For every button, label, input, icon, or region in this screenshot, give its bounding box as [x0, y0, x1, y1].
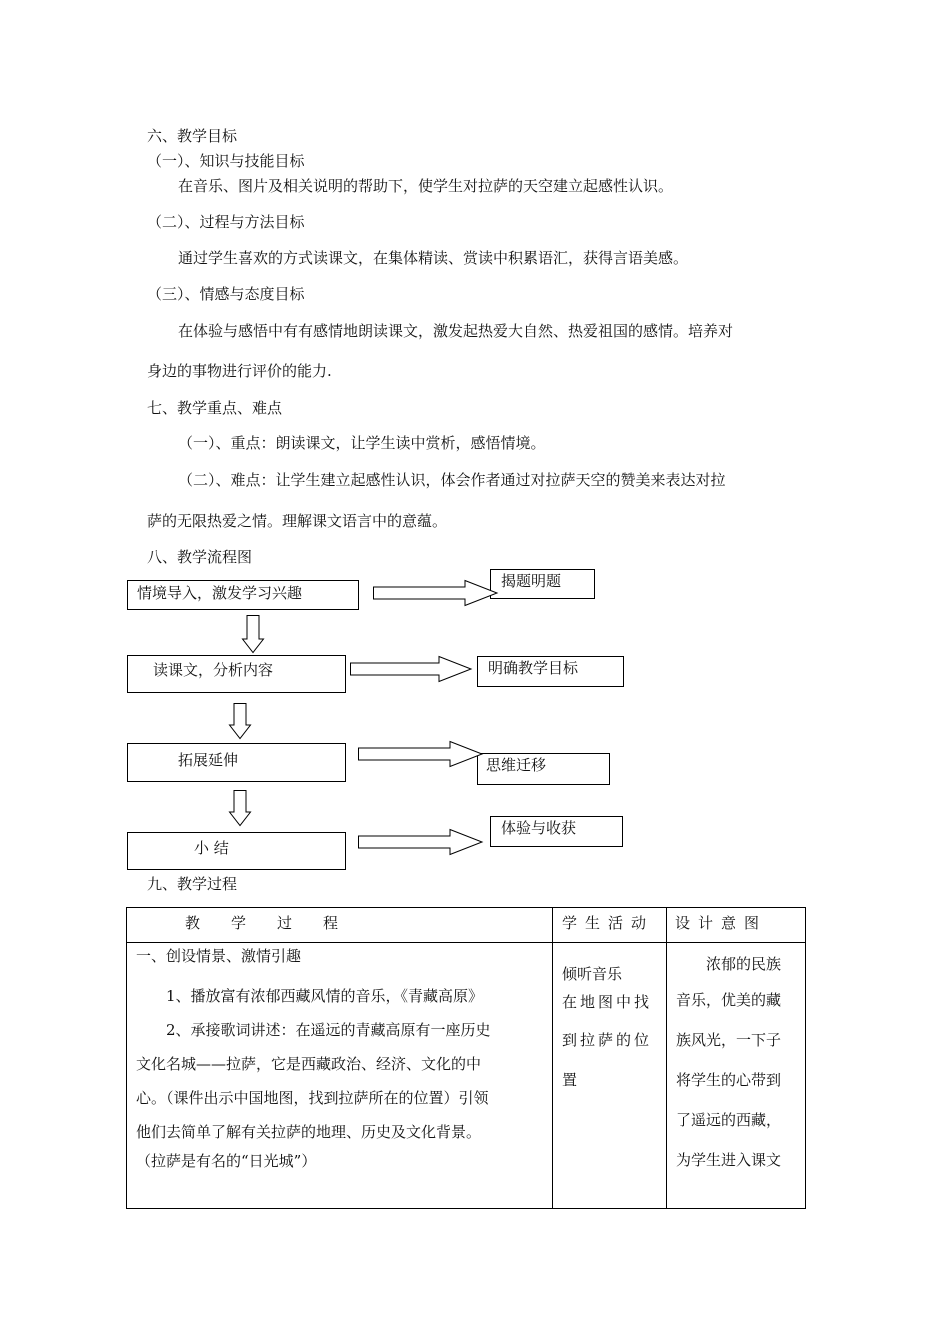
flow-step-2-label: 读课文，分析内容	[153, 661, 274, 679]
right-arrow-icon	[350, 656, 472, 682]
flow-result-1-label: 揭题明题	[501, 572, 562, 590]
table-row	[127, 943, 806, 1209]
section-7-para-2b: 萨的无限热爱之情。理解课文语言中的意蕴。	[147, 512, 448, 530]
intent-line: 将学生的心带到	[676, 1071, 782, 1089]
right-arrow-icon	[373, 580, 498, 606]
intent-line: 浓郁的民族	[676, 955, 782, 973]
flow-step-4	[127, 832, 346, 870]
process-line: 心。（课件出示中国地图，找到拉萨所在的位置）引领	[136, 1089, 489, 1107]
process-line: 一、创设情景、激情引趣	[136, 947, 302, 965]
flow-step-3-label: 拓展延伸	[178, 751, 239, 769]
flow-result-2-label: 明确教学目标	[488, 659, 579, 677]
flow-step-4-label: 小 结	[194, 839, 229, 857]
right-arrow-icon	[358, 741, 483, 767]
intent-line: 族风光，一下子	[676, 1031, 782, 1049]
flow-step-2	[127, 655, 346, 693]
header-activity	[553, 908, 667, 943]
flow-step-1	[127, 580, 359, 610]
activity-line: 在地图中找	[562, 993, 653, 1011]
flow-result-3	[477, 753, 610, 785]
process-cell	[127, 943, 553, 1209]
header-activity-label: 学生活动	[562, 914, 655, 932]
section-7-para-1: （一）、重点：朗读课文，让学生读中赏析，感悟情境。	[178, 434, 546, 452]
activity-cell	[553, 943, 667, 1209]
right-arrow-icon	[358, 829, 483, 855]
section-6-sub-2: （二）、过程与方法目标	[147, 213, 305, 231]
header-process-label: 教 学 过 程	[185, 914, 347, 932]
flow-result-1	[490, 569, 595, 599]
section-6-para-1: 在音乐、图片及相关说明的帮助下，使学生对拉萨的天空建立起感性认识。	[178, 177, 674, 195]
header-intent-label: 设计意图	[675, 914, 768, 932]
table-header-row	[127, 908, 806, 943]
process-line: 文化名城——拉萨，它是西藏政治、经济、文化的中	[136, 1055, 482, 1073]
header-intent	[667, 908, 806, 943]
flow-step-3	[127, 743, 346, 782]
intent-cell	[667, 943, 806, 1209]
down-arrow-icon	[229, 703, 251, 739]
process-line: 他们去简单了解有关拉萨的地理、历史及文化背景。	[136, 1123, 482, 1141]
section-6-sub-1: （一）、知识与技能目标	[147, 152, 305, 170]
section-6-para-2: 通过学生喜欢的方式读课文，在集体精读、赏读中积累语汇，获得言语美感。	[178, 249, 689, 267]
section-7-title: 七、教学重点、难点	[147, 399, 283, 417]
flow-result-4-label: 体验与收获	[501, 819, 577, 837]
intent-line: 为学生进入课文	[676, 1151, 782, 1169]
process-table	[126, 907, 806, 1209]
process-line: 1、播放富有浓郁西藏风情的音乐，《青藏高原》	[136, 987, 484, 1005]
section-6-para-3a: 在体验与感悟中有有感情地朗读课文，激发起热爱大自然、热爱祖国的感情。培养对	[178, 322, 734, 340]
process-line: （拉萨是有名的“日光城”）	[136, 1152, 317, 1170]
section-6-para-3b: 身边的事物进行评价的能力.	[147, 362, 332, 380]
down-arrow-icon	[229, 790, 251, 826]
section-7-para-2a: （二）、难点：让学生建立起感性认识，体会作者通过对拉萨天空的赞美来表达对拉	[178, 471, 726, 489]
intent-line: 音乐，优美的藏	[676, 991, 782, 1009]
flow-result-2	[477, 656, 624, 687]
activity-line: 到拉萨的位	[562, 1031, 653, 1049]
activity-line: 倾听音乐	[562, 965, 623, 983]
flow-result-3-label: 思维迁移	[486, 756, 547, 774]
section-9-title: 九、教学过程	[147, 875, 238, 893]
section-8-title: 八、教学流程图	[147, 548, 253, 566]
flow-result-4	[490, 816, 623, 847]
header-process	[127, 908, 553, 943]
down-arrow-icon	[242, 615, 264, 653]
process-line: 2、承接歌词讲述：在遥远的青藏高原有一座历史	[136, 1021, 491, 1039]
activity-line: 置	[562, 1071, 581, 1089]
intent-line: 了遥远的西藏，	[676, 1111, 782, 1129]
section-6-title: 六、教学目标	[147, 127, 238, 145]
section-6-sub-3: （三）、情感与态度目标	[147, 285, 305, 303]
flow-step-1-label: 情境导入，激发学习兴趣	[137, 584, 303, 602]
